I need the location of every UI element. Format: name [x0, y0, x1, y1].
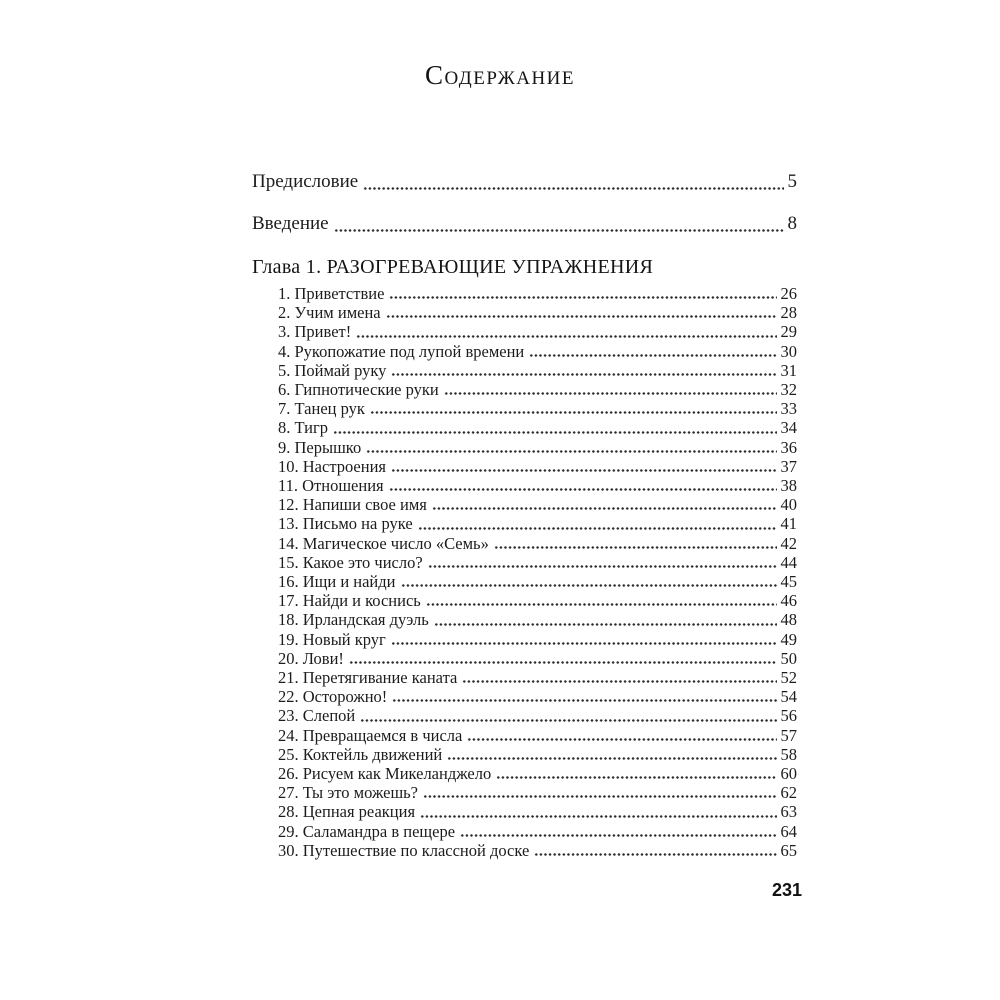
toc-entry [252, 764, 797, 783]
dot-leader [392, 698, 776, 703]
toc-entry-label: 7. Танец рук [278, 399, 365, 419]
toc-items-section [252, 284, 797, 860]
dot-leader [389, 295, 776, 300]
toc-entry-label: 30. Путешествие по классной доске [278, 840, 530, 860]
toc-entry-page: 26 [780, 284, 797, 303]
dot-leader [391, 468, 777, 473]
toc-entry-page: 28 [780, 303, 797, 323]
toc-entry-page: 33 [780, 399, 797, 419]
toc-entry-label: 15. Какое это число? [278, 552, 423, 572]
dot-leader [426, 602, 777, 607]
toc-entry-page: 5 [787, 171, 797, 192]
toc-entry-label: 1. Приветствие [278, 284, 385, 303]
toc-entry-label: 19. Новый круг [278, 629, 386, 649]
dot-leader [391, 641, 777, 646]
toc-entry-page: 57 [780, 725, 797, 745]
dot-leader [366, 449, 776, 454]
toc-entry-page: 60 [780, 764, 797, 784]
toc-entry [252, 783, 797, 802]
toc-entry-label: 11. Отношения [278, 476, 384, 496]
toc-entry [252, 841, 797, 860]
dot-leader [401, 583, 777, 588]
toc-entry [252, 418, 797, 437]
toc-entry-page: 34 [780, 418, 797, 438]
toc-entry [252, 438, 797, 457]
toc-entry [252, 591, 797, 610]
toc-entry [252, 322, 797, 341]
dot-leader [370, 410, 777, 415]
dot-leader [389, 487, 777, 492]
toc-entry [252, 802, 797, 821]
toc-entry [252, 687, 797, 706]
toc-entry [252, 170, 797, 194]
toc-entry-page: 58 [780, 744, 797, 764]
toc-entry [252, 284, 797, 303]
toc-entry-page: 52 [780, 668, 797, 688]
toc-entry-page: 62 [780, 783, 797, 803]
dot-leader [386, 314, 777, 319]
toc-entry-page: 32 [780, 380, 797, 400]
dot-leader [333, 430, 776, 435]
toc-entry [252, 212, 797, 236]
dot-leader [363, 186, 783, 191]
dot-leader [494, 545, 777, 550]
toc-entry [252, 342, 797, 361]
chapter-heading: Глава 1. РАЗОГРЕВАЮЩИЕ УПРАЖНЕНИЯ [252, 256, 654, 278]
toc-entry [252, 822, 797, 841]
toc-entry-page: 40 [780, 495, 797, 515]
dot-leader [334, 228, 784, 233]
toc-entry-label: 29. Саламандра в пещере [278, 821, 456, 841]
toc-entry-label: 22. Осторожно! [278, 687, 388, 707]
toc-entry-label: 21. Перетягивание каната [278, 668, 458, 688]
toc-entry-label: 4. Рукопожатие под лупой времени [278, 341, 525, 361]
toc-entry-page: 48 [780, 610, 797, 630]
toc-entry-page: 50 [780, 648, 797, 668]
toc-entry-label: 12. Напиши свое имя [278, 495, 427, 515]
toc-entry-page: 36 [780, 437, 797, 457]
dot-leader [423, 794, 776, 799]
toc-entry-page: 42 [780, 533, 797, 553]
dot-leader [462, 679, 776, 684]
toc-entry-page: 64 [780, 821, 797, 841]
toc-entry-label: 5. Поймай руку [278, 360, 387, 380]
toc-entry [252, 361, 797, 380]
toc-entry-label: 20. Лови! [278, 648, 344, 668]
toc-entry-label: 16. Ищи и найди [278, 572, 396, 592]
toc-entry [252, 726, 797, 745]
toc-entry [252, 630, 797, 649]
toc-entry [252, 514, 797, 533]
toc-entry [252, 399, 797, 418]
toc-entry [252, 572, 797, 591]
toc-entry-page: 65 [780, 840, 797, 860]
toc-entry-label: 28. Цепная реакция [278, 802, 416, 822]
toc-entry-label: 10. Настроения [278, 456, 386, 476]
dot-leader [428, 564, 777, 569]
toc-entry-page: 63 [780, 802, 797, 822]
toc-entry-label: 24. Превращаемся в числа [278, 725, 463, 745]
dot-leader [356, 334, 776, 339]
dot-leader [460, 833, 776, 838]
toc-entry-page: 30 [780, 341, 797, 361]
toc-entry [252, 706, 797, 725]
toc-entry-label: 13. Письмо на руке [278, 514, 413, 534]
dot-leader [432, 506, 777, 511]
toc-entry-label: 27. Ты это можешь? [278, 783, 419, 803]
toc-entry-page: 54 [780, 687, 797, 707]
toc-entry [252, 745, 797, 764]
dot-leader [420, 814, 776, 819]
toc-entry-page: 56 [780, 706, 797, 726]
dot-leader [496, 775, 776, 780]
page-title: Содержание [424, 60, 576, 90]
toc-entry [252, 649, 797, 668]
toc-entry [252, 457, 797, 476]
toc-entry-page: 44 [780, 552, 797, 572]
toc-entry-label: 23. Слепой [278, 706, 356, 726]
folio-page-number: 231 [771, 880, 803, 900]
dot-leader [444, 391, 777, 396]
toc-entry [252, 303, 797, 322]
toc-entry [252, 553, 797, 572]
toc-entry-page: 46 [780, 591, 797, 611]
dot-leader [391, 372, 776, 377]
toc-entry-page: 37 [780, 456, 797, 476]
toc-entry-page: 41 [780, 514, 797, 534]
toc-entry [252, 495, 797, 514]
toc-entry-page: 31 [780, 360, 797, 380]
toc-entry [252, 610, 797, 629]
toc-entry-label: 26. Рисуем как Микеланджело [278, 764, 492, 784]
toc-entry [252, 668, 797, 687]
toc-entry-label: 9. Перышко [278, 437, 362, 457]
toc-entry-label: 8. Тигр [278, 418, 329, 438]
toc-entry-page: 8 [787, 213, 797, 234]
table-of-contents [252, 170, 797, 860]
toc-entry-label: Предисловие [252, 171, 359, 192]
toc-entry-label: 25. Коктейль движений [278, 744, 443, 764]
toc-entry-label: 2. Учим имена [278, 303, 381, 323]
toc-entry-label: 3. Привет! [278, 322, 352, 342]
toc-entry-page: 45 [780, 572, 797, 592]
toc-entry-label: Введение [252, 213, 329, 234]
dot-leader [360, 718, 776, 723]
dot-leader [529, 353, 776, 358]
dot-leader [349, 660, 777, 665]
toc-entry [252, 476, 797, 495]
toc-entry-label: 18. Ирландская дуэль [278, 610, 429, 630]
toc-front-section [252, 170, 797, 236]
toc-entry-page: 38 [780, 476, 797, 496]
toc-entry-label: 6. Гипнотические руки [278, 380, 439, 400]
toc-entry [252, 534, 797, 553]
toc-entry-label: 14. Магическое число «Семь» [278, 533, 489, 553]
toc-entry-page: 49 [780, 629, 797, 649]
dot-leader [467, 737, 776, 742]
toc-entry-label: 17. Найди и коснись [278, 591, 421, 611]
dot-leader [447, 756, 776, 761]
dot-leader [534, 852, 776, 857]
toc-entry-page: 29 [780, 322, 797, 342]
dot-leader [434, 622, 777, 627]
toc-entry [252, 380, 797, 399]
dot-leader [418, 526, 777, 531]
